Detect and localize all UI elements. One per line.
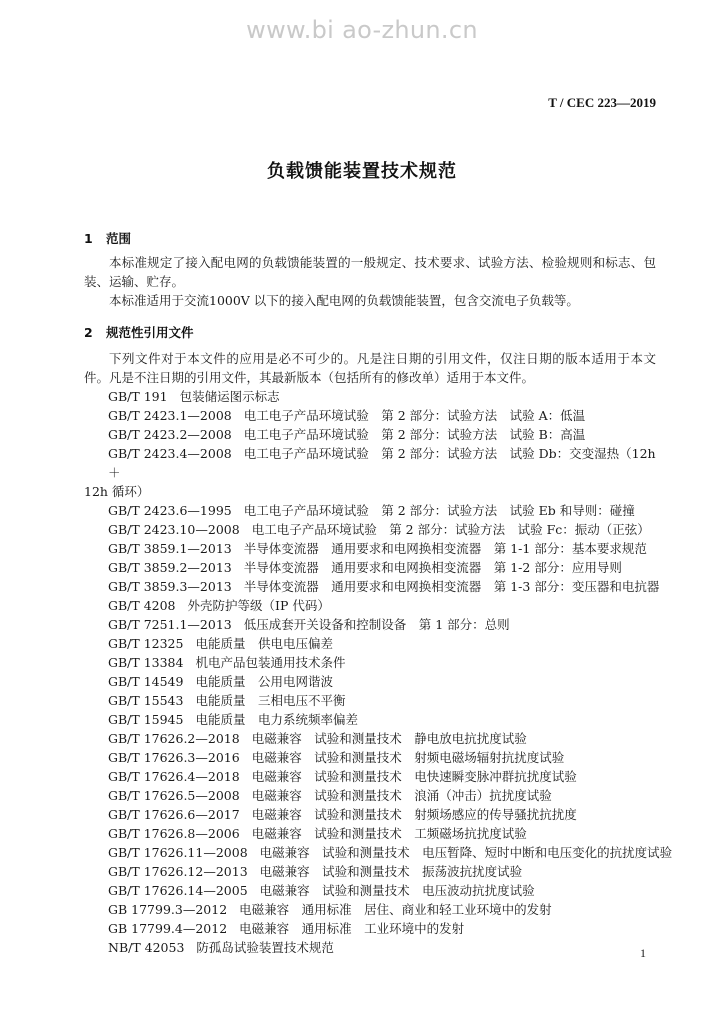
reference-title: 包装储运图示标志 [179, 389, 280, 404]
reference-title: 电工电子产品环境试验 第 2 部分：试验方法 试验 A：低温 [243, 408, 586, 423]
reference-title: 电磁兼容 试验和测量技术 射频电磁场辐射抗扰度试验 [251, 750, 565, 765]
reference-item [108, 387, 668, 406]
reference-item [108, 615, 668, 634]
reference-code: GB/T 17626.11—2008 [108, 845, 248, 860]
reference-title: 电磁兼容 通用标准 居住、商业和轻工业环境中的发射 [239, 902, 552, 917]
reference-code: GB/T 3859.3—2013 [108, 579, 232, 594]
reference-item [108, 748, 668, 767]
reference-code: GB/T 2423.1—2008 [108, 408, 232, 423]
reference-item [108, 653, 668, 672]
reference-code: GB 17799.3—2012 [108, 902, 228, 917]
reference-title: 电磁兼容 试验和测量技术 电压波动抗扰度试验 [259, 883, 535, 898]
reference-item [108, 558, 668, 577]
reference-item [108, 710, 668, 729]
reference-code: GB/T 14549 [108, 674, 184, 689]
reference-code: GB 17799.4—2012 [108, 921, 228, 936]
reference-item [108, 824, 668, 843]
reference-title: 电磁兼容 试验和测量技术 浪涌（冲击）抗扰度试验 [251, 788, 552, 803]
reference-code: GB/T 3859.2—2013 [108, 560, 232, 575]
reference-item [108, 577, 668, 596]
reference-item [108, 729, 668, 748]
section-number: 1 [84, 231, 93, 246]
reference-code: GB/T 17626.3—2016 [108, 750, 240, 765]
reference-code: GB/T 17626.6—2017 [108, 807, 240, 822]
section-1-paragraph-1: 本标准规定了接入配电网的负载馈能装置的一般规定、技术要求、试验方法、检验规则和标志、包装、运输、贮存。 [84, 255, 656, 289]
reference-title: 电能质量 电力系统频率偏差 [195, 712, 358, 727]
reference-item [108, 520, 668, 539]
reference-title: 电工电子产品环境试验 第 2 部分：试验方法 试验 Fc：振动（正弦） [251, 522, 650, 537]
reference-title: 电能质量 供电电压偏差 [195, 636, 333, 651]
reference-code: GB/T 15945 [108, 712, 184, 727]
reference-code: GB/T 2423.10—2008 [108, 522, 240, 537]
section-2-heading [84, 323, 194, 341]
reference-title: 电磁兼容 试验和测量技术 电压暂降、短时中断和电压变化的抗扰度试验 [259, 845, 673, 860]
reference-list [84, 387, 673, 957]
reference-code: GB/T 17626.5—2008 [108, 788, 240, 803]
reference-code: GB/T 17626.12—2013 [108, 864, 248, 879]
reference-item [108, 767, 668, 786]
section-title: 范围 [106, 231, 132, 246]
reference-title: 电磁兼容 试验和测量技术 射频场感应的传导骚扰抗扰度 [251, 807, 577, 822]
reference-item [108, 919, 668, 938]
reference-item [108, 938, 668, 957]
reference-item [108, 805, 668, 824]
section-1-paragraph-2: 本标准适用于交流1000V 以下的接入配电网的负载馈能装置，包含交流电子负载等。 [109, 293, 579, 308]
reference-item [108, 596, 668, 615]
reference-code: GB/T 2423.4—2008 [108, 446, 232, 461]
reference-title: 外壳防护等级（IP 代码） [187, 598, 330, 613]
section-number: 2 [84, 325, 93, 340]
reference-title: 电磁兼容 试验和测量技术 振荡波抗扰度试验 [259, 864, 523, 879]
reference-title: 电磁兼容 试验和测量技术 静电放电抗扰度试验 [251, 731, 527, 746]
reference-title: 低压成套开关设备和控制设备 第 1 部分：总则 [243, 617, 510, 632]
reference-item [108, 843, 673, 862]
reference-title: 电能质量 三相电压不平衡 [195, 693, 346, 708]
reference-title-continuation: 12h 循环） [84, 484, 150, 499]
reference-item [108, 406, 668, 425]
reference-title: 电工电子产品环境试验 第 2 部分：试验方法 试验 Eb 和导则：碰撞 [243, 503, 635, 518]
reference-title: 电磁兼容 通用标准 工业环境中的发射 [239, 921, 465, 936]
section-1-heading [84, 229, 131, 247]
section-title: 规范性引用文件 [106, 325, 194, 340]
reference-code: GB/T 2423.6—1995 [108, 503, 232, 518]
reference-title: 半导体变流器 通用要求和电网换相变流器 第 1-3 部分：变压器和电抗器 [243, 579, 660, 594]
reference-title: 电工电子产品环境试验 第 2 部分：试验方法 试验 B：高温 [243, 427, 586, 442]
reference-title: 电工电子产品环境试验 第 2 部分：试验方法 试验 Db：交变湿热（12h＋ [108, 446, 656, 480]
watermark: www.bi ao-zhun.cn [246, 16, 478, 44]
reference-item [108, 900, 668, 919]
reference-code: GB/T 17626.2—2018 [108, 731, 240, 746]
reference-code: GB/T 3859.1—2013 [108, 541, 232, 556]
document-title: 负载馈能装置技术规范 [267, 161, 457, 182]
reference-title: 电磁兼容 试验和测量技术 工频磁场抗扰度试验 [251, 826, 527, 841]
reference-item [108, 862, 668, 881]
reference-title: 防孤岛试验装置技术规范 [196, 940, 334, 955]
reference-item [108, 634, 668, 653]
reference-item [84, 444, 668, 501]
reference-code: GB/T 17626.8—2006 [108, 826, 240, 841]
reference-code: GB/T 2423.2—2008 [108, 427, 232, 442]
reference-title: 半导体变流器 通用要求和电网换相变流器 第 1-1 部分：基本要求规范 [243, 541, 647, 556]
reference-title: 电能质量 公用电网谐波 [195, 674, 333, 689]
reference-title: 机电产品包装通用技术条件 [195, 655, 346, 670]
reference-code: GB/T 17626.4—2018 [108, 769, 240, 784]
reference-title: 半导体变流器 通用要求和电网换相变流器 第 1-2 部分：应用导则 [243, 560, 622, 575]
reference-code: GB/T 13384 [108, 655, 184, 670]
reference-item [108, 501, 668, 520]
reference-code: NB/T 42053 [108, 940, 185, 955]
reference-item [108, 539, 668, 558]
reference-item [108, 786, 668, 805]
reference-code: GB/T 4208 [108, 598, 176, 613]
reference-code: GB/T 15543 [108, 693, 184, 708]
standard-code: T / CEC 223—2019 [548, 95, 656, 110]
reference-code: GB/T 12325 [108, 636, 184, 651]
reference-item [108, 672, 668, 691]
reference-code: GB/T 191 [108, 389, 168, 404]
reference-title: 电磁兼容 试验和测量技术 电快速瞬变脉冲群抗扰度试验 [251, 769, 577, 784]
reference-code: GB/T 17626.14—2005 [108, 883, 248, 898]
reference-item [108, 691, 668, 710]
page-number: 1 [640, 946, 646, 960]
reference-item [108, 425, 668, 444]
section-2-paragraph-1: 下列文件对于本文件的应用是必不可少的。凡是注日期的引用文件，仅注日期的版本适用于本文件。凡是不注日期的引用文件，其最新版本（包括所有的修改单）适用于本文件。 [84, 351, 656, 385]
reference-item [108, 881, 668, 900]
reference-code: GB/T 7251.1—2013 [108, 617, 232, 632]
